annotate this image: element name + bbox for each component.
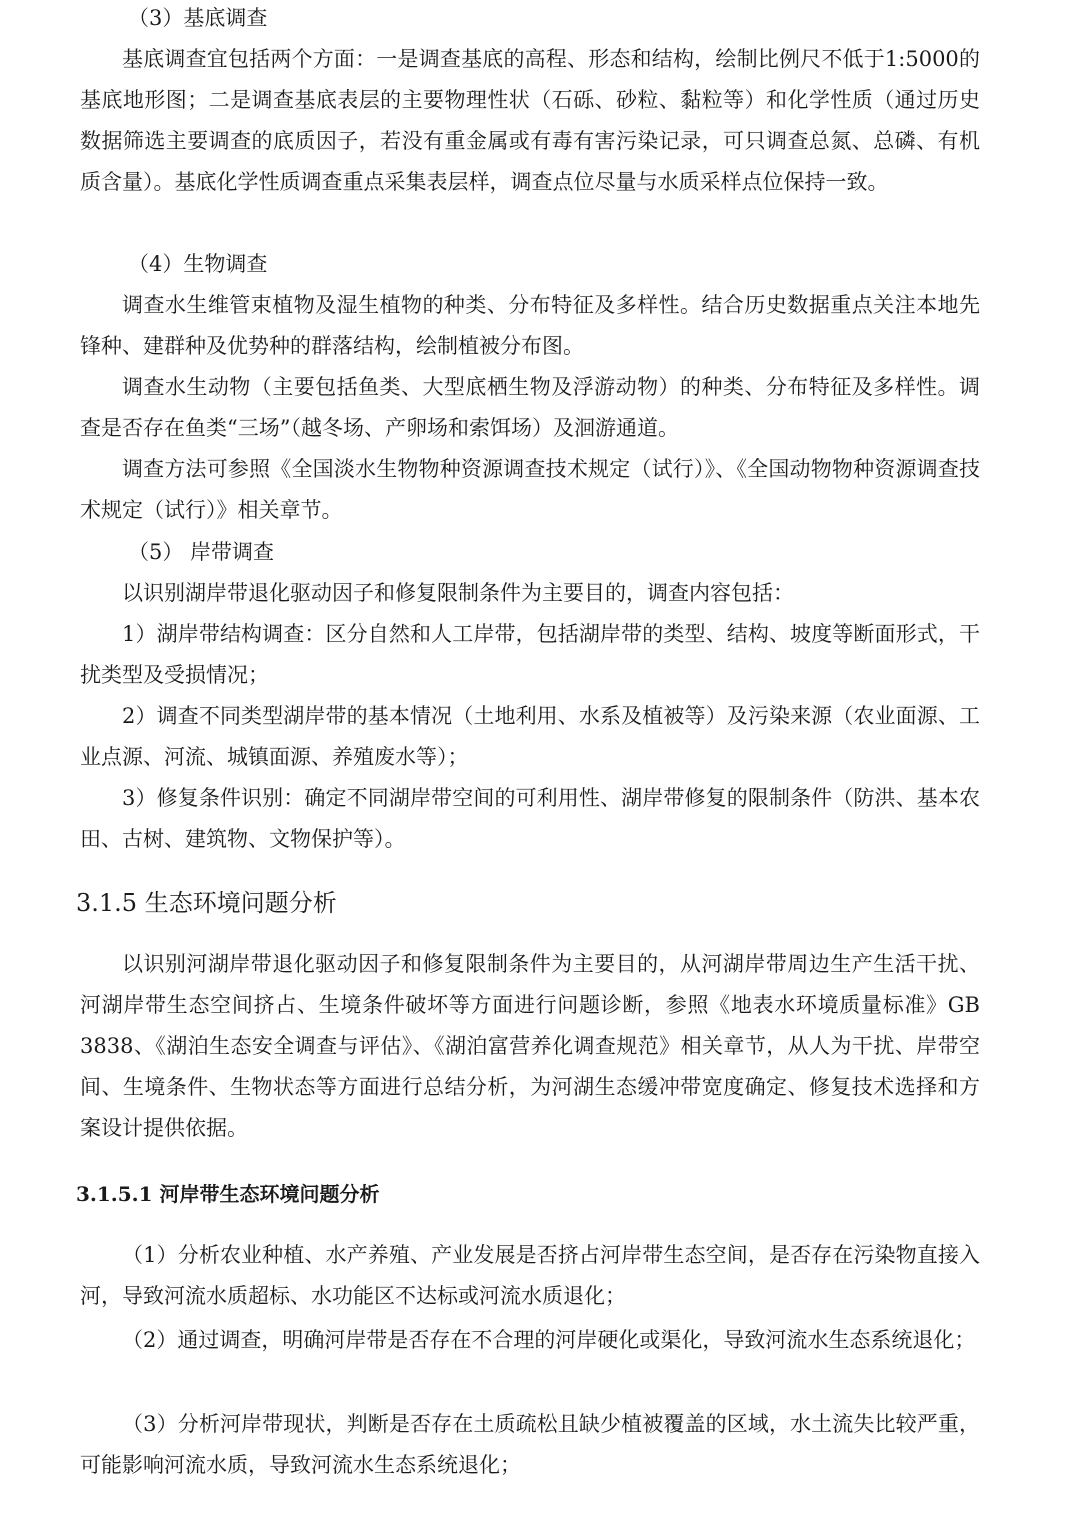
section-5-item-1: 1）湖岸带结构调查：区分自然和人工岸带，包括湖岸带的类型、结构、坡度等断面形式，干扰类型及受损情况；	[80, 622, 980, 687]
section-4-paragraph-3: 调查方法可参照《全国淡水生物物种资源调查技术规定（试行）》、《全国动物物种资源调查技术规定（试行）》相关章节。	[80, 457, 980, 522]
heading-3-1-5-1-item-3: （3）分析河岸带现状，判断是否存在土质疏松且缺少植被覆盖的区域，水土流失比较严重，可能影响河流水质，导致河流水生态系统退化；	[80, 1412, 980, 1477]
section-3-paragraph: 基底调查宜包括两个方面：一是调查基底的高程、形态和结构，绘制比例尺不低于1:5000的基底地形图；二是调查基底表层的主要物理性状（石砾、砂粒、黏粒等）和化学性质（通过历史数据筛选主要调查的底质因子，若没有重金属或有毒有害污染记录，可只调查总氮、总磷、有机质含量）。基底化学性质调查重点采集表层样，调查点位尽量与水质采样点位保持一致。	[80, 47, 980, 194]
section-5-intro: 以识别湖岸带退化驱动因子和修复限制条件为主要目的，调查内容包括：	[122, 581, 794, 605]
heading-3-1-5: 3.1.5 生态环境问题分析	[76, 889, 337, 917]
heading-3-1-5-1-item-2: （2）通过调查，明确河岸带是否存在不合理的河岸硬化或渠化，导致河流水生态系统退化；	[122, 1328, 976, 1352]
heading-3-1-5-1: 3.1.5.1 河岸带生态环境问题分析	[76, 1182, 380, 1206]
section-4-paragraph-2: 调查水生动物（主要包括鱼类、大型底栖生物及浮游动物）的种类、分布特征及多样性。调查是否存在鱼类“三场”（越冬场、产卵场和索饵场）及洄游通道。	[80, 375, 980, 440]
section-3-title: （3）基底调查	[128, 6, 268, 30]
section-5-item-2: 2）调查不同类型湖岸带的基本情况（土地利用、水系及植被等）及污染来源（农业面源、工业点源、河流、城镇面源、养殖废水等）；	[80, 704, 980, 769]
section-5-title: （5） 岸带调查	[128, 540, 275, 564]
section-4-title: （4）生物调查	[128, 252, 268, 276]
heading-3-1-5-paragraph: 以识别河湖岸带退化驱动因子和修复限制条件为主要目的，从河湖岸带周边生产生活干扰、河湖岸带生态空间挤占、生境条件破坏等方面进行问题诊断，参照《地表水环境质量标准》GB 3838、《湖泊生态安全调查与评估》、《湖泊富营养化调查规范》相关章节，从人为干扰、岸带空间、生境条件、生物状态等方面进行总结分析，为河湖生态缓冲带宽度确定、修复技术选择和方案设计提供依据。	[80, 952, 980, 1140]
heading-3-1-5-1-item-1: （1）分析农业种植、水产养殖、产业发展是否挤占河岸带生态空间，是否存在污染物直接入河，导致河流水质超标、水功能区不达标或河流水质退化；	[80, 1243, 980, 1308]
section-4-paragraph-1: 调查水生维管束植物及湿生植物的种类、分布特征及多样性。结合历史数据重点关注本地先锋种、建群种及优势种的群落结构，绘制植被分布图。	[80, 293, 980, 358]
section-5-item-3: 3）修复条件识别：确定不同湖岸带空间的可利用性、湖岸带修复的限制条件（防洪、基本农田、古树、建筑物、文物保护等）。	[80, 786, 980, 851]
